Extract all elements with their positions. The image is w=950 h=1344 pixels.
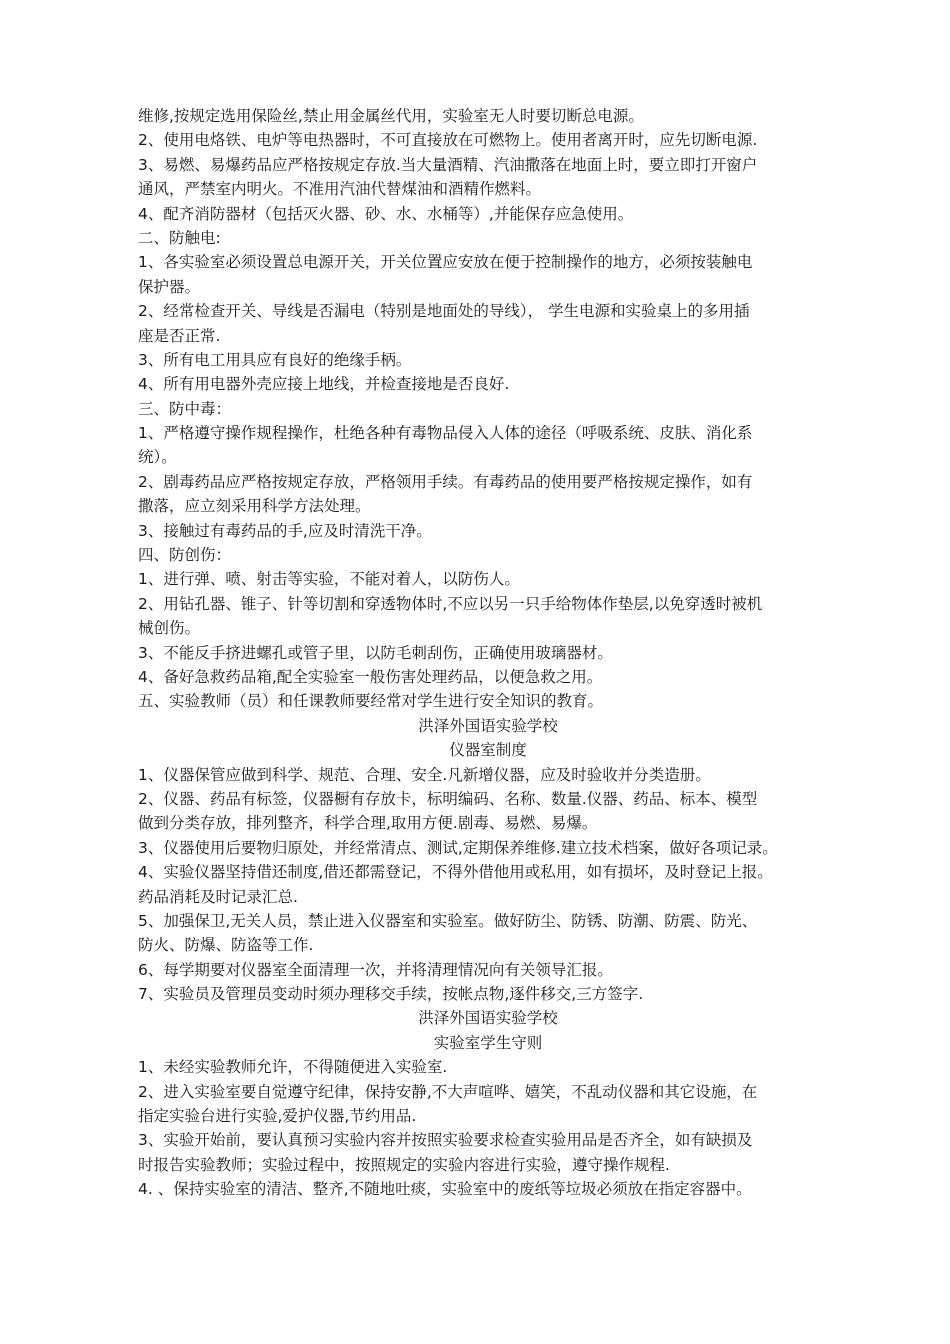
text-line: 4、备好急救药品箱,配全实验室一般伤害处理药品，以便急救之用。 xyxy=(138,667,603,686)
text-line: 2、用钻孔器、锥子、针等切割和穿透物体时,不应以另一只手给物体作垫层,以免穿透时被机 xyxy=(138,594,763,613)
text-line: 2、仪器、药品有标签，仪器橱有存放卡，标明编码、名称、数量.仪器、药品、标本、模型 xyxy=(138,789,758,808)
text-line: 3、仪器使用后要物归原处，并经常清点、测试,定期保养维修.建立技术档案，做好各项记录。 xyxy=(138,838,778,857)
text-line: 5、加强保卫,无关人员，禁止进入仪器室和实验室。做好防尘、防锈、防潮、防震、防光、 xyxy=(138,911,758,930)
text-line: 2、使用电烙铁、电炉等电热器时，不可直接放在可燃物上。使用者离开时，应先切断电源. xyxy=(138,131,758,150)
text-line: 1、仪器保管应做到科学、规范、合理、安全.凡新增仪器，应及时验收并分类造册。 xyxy=(138,765,711,784)
text-line: 4、所有用电器外壳应接上地线，并检查接地是否良好. xyxy=(138,375,510,394)
text-line: 三、防中毒： xyxy=(138,399,232,418)
text-line: 药品消耗及时记录汇总. xyxy=(138,887,298,906)
section-heading: 洪泽外国语实验学校 xyxy=(418,1009,558,1028)
text-line: 3、所有电工用具应有良好的绝缘手柄。 xyxy=(138,350,412,369)
text-line: 统）。 xyxy=(138,448,177,467)
text-line: 1、未经实验教师允许，不得随便进入实验室. xyxy=(138,1058,448,1077)
text-line: 2、进入实验室要自觉遵守纪律，保持安静,不大声喧哗、嬉笑，不乱动仪器和其它设施，在 xyxy=(138,1082,758,1101)
text-line: 维修,按规定选用保险丝,禁止用金属丝代用，实验室无人时要切断总电源。 xyxy=(138,107,644,125)
text-line: 座是否正常. xyxy=(138,326,221,345)
text-line: 3、接触过有毒药品的手,应及时清洗干净。 xyxy=(138,521,432,540)
text-line: 1、严格遵守操作规程操作，杜绝各种有毒物品侵入人体的途径（呼吸系统、皮肤、消化系 xyxy=(138,424,753,443)
text-line: 通风，严禁室内明火。不准用汽油代替煤油和酒精作燃料。 xyxy=(138,180,542,199)
text-line: 4、配齐消防器材（包括灭火器、砂、水、水桶等）,并能保存应急使用。 xyxy=(138,204,634,223)
section-heading: 实验室学生守则 xyxy=(433,1033,543,1052)
text-line: 1、进行弹、喷、射击等实验，不能对着人，以防伤人。 xyxy=(138,570,520,589)
text-line: 1、各实验室必须设置总电源开关，开关位置应安放在便于控制操作的地方，必须按装触电 xyxy=(138,253,753,272)
text-line: 4. 、保持实验室的清洁、整齐,不随地吐痰，实验室中的废纸等垃圾必须放在指定容器中。 xyxy=(138,1180,752,1199)
text-line: 3、易燃、易爆药品应严格按规定存放.当大量酒精、汽油撒落在地面上时，要立即打开窗户 xyxy=(138,155,758,174)
text-line: 2、经常检查开关、导线是否漏电（特别是地面处的导线）， 学生电源和实验桌上的多用插 xyxy=(138,302,750,321)
text-line: 防火、防爆、防盗等工作. xyxy=(138,936,314,955)
section-heading: 洪泽外国语实验学校 xyxy=(418,716,558,735)
text-line: 3、不能反手挤进螺孔或管子里，以防毛刺刮伤，正确使用玻璃器材。 xyxy=(138,643,613,662)
text-line: 4、实验仪器坚持借还制度,借还都需登记，不得外借他用或私用，如有损坏，及时登记上报。 xyxy=(138,863,773,882)
text-line: 3、实验开始前，要认真预习实验内容并按照实验要求检查实验用品是否齐全，如有缺损及 xyxy=(138,1131,753,1150)
text-line: 做到分类存放，排列整齐，科学合理,取用方便.剧毒、易燃、易爆。 xyxy=(138,814,598,833)
text-line: 6、每学期要对仪器室全面清理一次，并将清理情况向有关领导汇报。 xyxy=(138,960,613,979)
document-page xyxy=(138,104,828,1202)
section-heading: 仪器室制度 xyxy=(449,741,527,760)
text-line: 保护器。 xyxy=(138,277,201,296)
text-line: 二、防触电: xyxy=(138,228,221,247)
text-line: 四、防创伤： xyxy=(138,546,232,565)
text-line: 时报告实验教师；实验过程中，按照规定的实验内容进行实验，遵守操作规程. xyxy=(138,1155,670,1174)
text-line: 7、实验员及管理员变动时须办理移交手续，按帐点物,逐件移交,三方签字. xyxy=(138,985,644,1004)
text-line: 械创伤。 xyxy=(138,619,201,638)
text-line: 五、实验教师（员）和任课教师要经常对学生进行安全知识的教育。 xyxy=(138,692,604,711)
text-line: 指定实验台进行实验,爱护仪器,节约用品. xyxy=(138,1107,417,1126)
text-line: 2、剧毒药品应严格按规定存放，严格领用手续。有毒药品的使用要严格按规定操作，如有 xyxy=(138,472,753,491)
text-line: 撒落，应立刻采用科学方法处理。 xyxy=(138,497,371,516)
